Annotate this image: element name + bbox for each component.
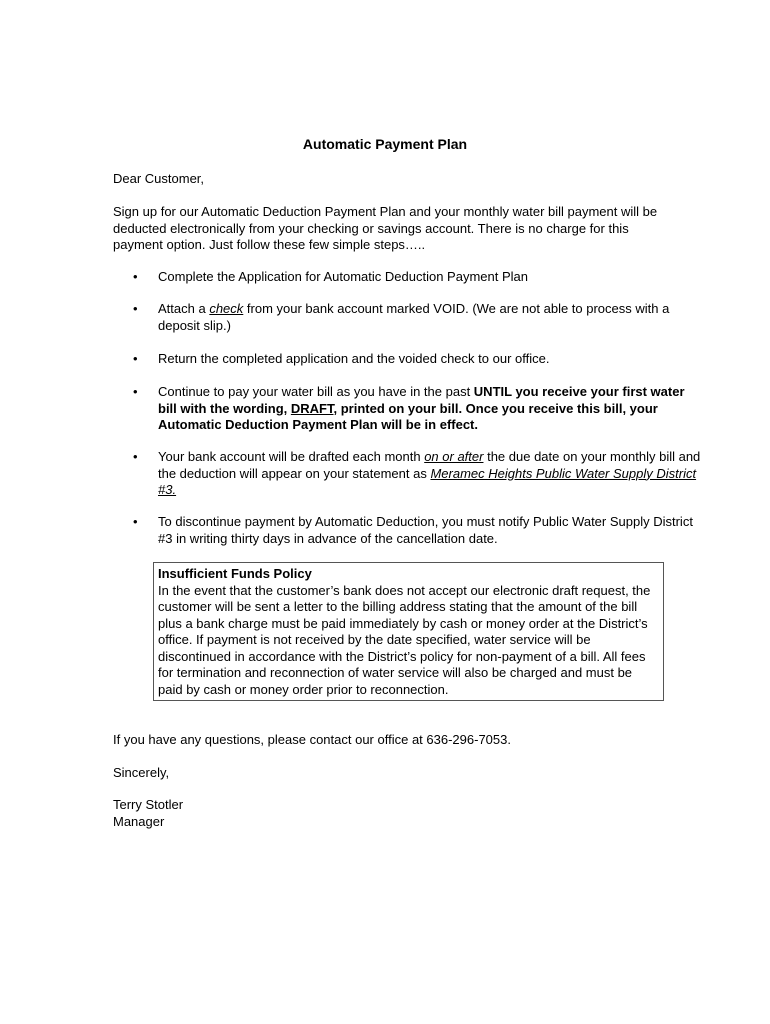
step-text-part: the due date on your monthly bill and the deduction will appear on your statement as bbox=[158, 449, 701, 481]
salutation: Dear Customer, bbox=[113, 171, 205, 186]
bullet-icon: • bbox=[133, 449, 138, 464]
list-item bbox=[113, 351, 703, 368]
policy-heading: Insufficient Funds Policy bbox=[158, 566, 312, 581]
on-or-after-emphasis: on or after bbox=[424, 449, 484, 464]
insufficient-funds-policy-box bbox=[153, 562, 664, 701]
bullet-icon: • bbox=[133, 269, 138, 284]
document-title: Automatic Payment Plan bbox=[302, 136, 468, 152]
step-text: Complete the Application for Automatic Deduction Payment Plan bbox=[158, 269, 528, 284]
policy-body: In the event that the customer’s bank does not accept our electronic draft request, the customer will be sent a letter to the billing address stating that the amount of the bill plus a bank charge must be paid immediately by cash or money order at the District’s office. If payment is not received by the date specified, water service will be discontinued in accordance with the District’s policy for non-payment of a bill. All fees for termination and reconnection of water service will also be charged and must be paid by cash or money order prior to reconnection. bbox=[158, 582, 651, 697]
list-item bbox=[113, 384, 703, 434]
step-text-part: Continue to pay your water bill as you have in the past bbox=[158, 384, 474, 399]
closing: Sincerely, bbox=[113, 765, 170, 780]
intro-paragraph: Sign up for our Automatic Deduction Payment Plan and your monthly water bill payment will be deducted electronically from your checking or savings account. There is no charge for this payment option. Just follow these few simple steps….. bbox=[113, 204, 658, 252]
check-emphasis: check bbox=[209, 301, 244, 316]
step-text bbox=[158, 301, 669, 333]
district-name-emphasis: Meramec Heights Public Water Supply District #3. bbox=[158, 465, 697, 497]
step-text: To discontinue payment by Automatic Deduction, you must notify Public Water Supply District #3 in writing thirty days in advance of the cancellation date. bbox=[158, 514, 693, 546]
list-item bbox=[113, 514, 703, 547]
list-item bbox=[113, 301, 703, 334]
bullet-icon: • bbox=[133, 301, 138, 316]
step-text-part: from your bank account marked VOID. (We are not able to process with a deposit slip.) bbox=[158, 301, 670, 333]
step-text bbox=[158, 384, 685, 432]
list-item bbox=[113, 449, 703, 499]
step-text bbox=[158, 449, 700, 497]
draft-keyword: DRAFT bbox=[290, 400, 334, 416]
signer-title: Manager bbox=[113, 814, 165, 829]
contact-paragraph: If you have any questions, please contact our office at 636-296-7053. bbox=[113, 732, 511, 747]
bullet-icon: • bbox=[133, 514, 138, 529]
step-bold-text: , printed on your bill. Once you receive this bill, your Automatic Deduction Payment Plan will be in effect. bbox=[158, 400, 658, 432]
list-item bbox=[113, 269, 703, 286]
step-bold-text: UNTIL you receive your first water bill with the wording, bbox=[158, 384, 685, 416]
signer-name: Terry Stotler bbox=[113, 797, 184, 812]
step-text-part: Your bank account will be drafted each month bbox=[158, 449, 425, 464]
bullet-icon: • bbox=[133, 384, 138, 399]
step-text: Return the completed application and the voided check to our office. bbox=[158, 351, 550, 366]
step-text-part: Attach a bbox=[158, 301, 210, 316]
bullet-icon: • bbox=[133, 351, 138, 366]
